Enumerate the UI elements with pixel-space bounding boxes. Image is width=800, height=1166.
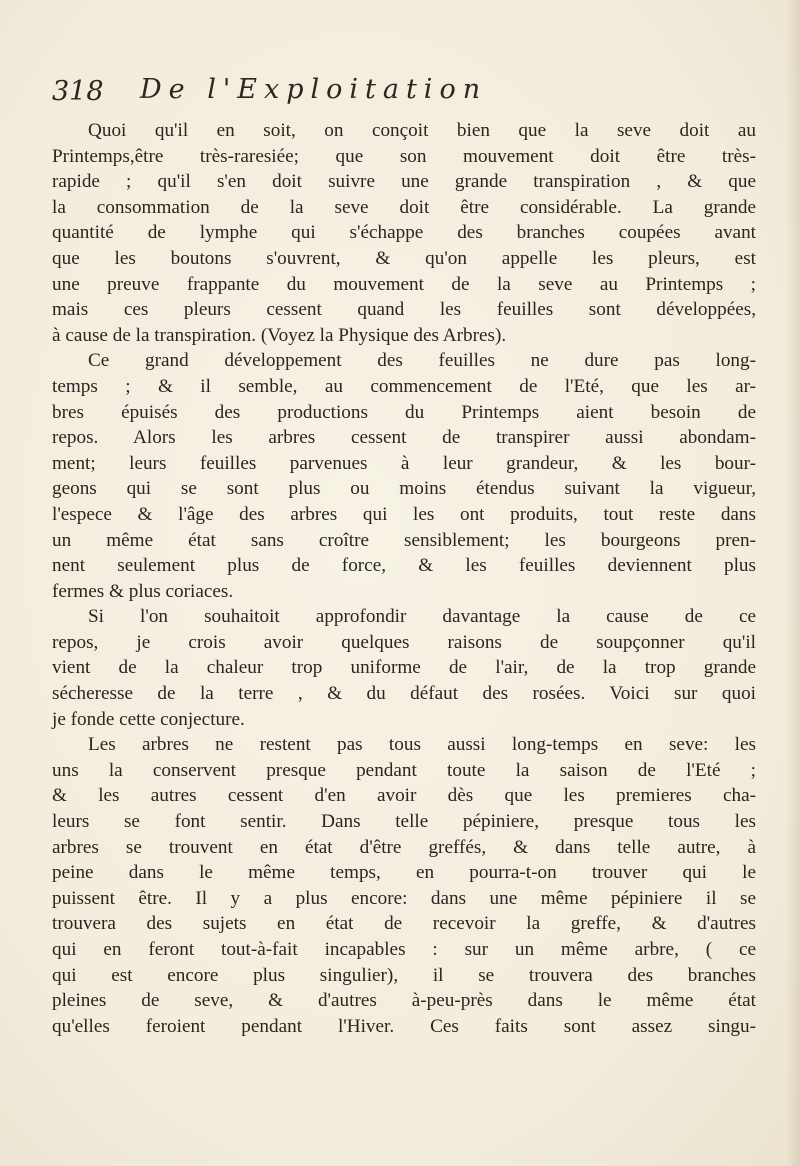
text-line: qui en feront tout-à-fait incapables : sur un même arbre, ( ce — [52, 939, 756, 960]
text-line: Quoi qu'il en soit, on conçoit bien que la seve doit au — [88, 120, 756, 141]
text-line: temps ; & il semble, au commencement de l'Eté, que les ar- — [52, 375, 756, 397]
text-line: la consommation de la seve doit être considérable. La grande — [52, 196, 756, 218]
text-line: Printemps,être très-raresiée; que son mouvement doit être très- — [52, 145, 756, 167]
page-header — [52, 72, 752, 116]
text-line: leurs se font sentir. Dans telle pépiniere, presque tous les — [52, 811, 756, 833]
text-line: nent seulement plus de force, & les feuilles deviennent plus — [52, 555, 756, 577]
text-line: que les boutons s'ouvrent, & qu'on appelle les pleurs, est — [52, 247, 756, 269]
text-line: quantité de lymphe qui s'échappe des branches coupées avant — [52, 222, 756, 244]
text-line: Si l'on souhaitoit approfondir davantage la cause de ce — [88, 606, 756, 628]
text-line: arbres se trouvent en état d'être greffés, & dans telle autre, à — [52, 836, 756, 858]
text-line: ment; leurs feuilles parvenues à leur grandeur, & les bour- — [52, 452, 756, 474]
text-line: à cause de la transpiration. (Voyez la Physique des Arbres). — [52, 324, 507, 346]
text-line: mais ces pleurs cessent quand les feuilles sont développées, — [52, 299, 756, 321]
page-number: 318 — [52, 76, 104, 107]
text-line: une preuve frappante du mouvement de la seve au Printemps ; — [52, 273, 756, 295]
text-line: fermes & plus coriaces. — [52, 580, 234, 602]
text-line: pleines de seve, & d'autres à-peu-près dans le même état — [52, 990, 756, 1012]
text-line: qui est encore plus singulier), il se trouvera des branches — [52, 964, 756, 986]
text-line: repos. Alors les arbres cessent de transpirer aussi abondam- — [52, 427, 756, 449]
text-line: je fonde cette conjecture. — [52, 708, 245, 730]
page-edge-shadow — [786, 0, 800, 1166]
text-line: vient de la chaleur trop uniforme de l'air, de la trop grande — [52, 657, 756, 679]
running-title: De l'Exploitation — [140, 74, 488, 105]
text-line: repos, je crois avoir quelques raisons de soupçonner qu'il — [52, 631, 756, 653]
text-line: bres épuisés des productions du Printemps aient besoin de — [52, 401, 756, 423]
text-line: puissent être. Il y a plus encore: dans une même pépiniere il se — [52, 887, 756, 909]
text-line: Les arbres ne restent pas tous aussi long-temps en seve: les — [88, 734, 756, 756]
text-line: Ce grand développement des feuilles ne dure pas long- — [88, 350, 756, 372]
text-line: geons qui se sont plus ou moins étendus suivant la vigueur, — [52, 478, 756, 500]
body-text — [52, 118, 756, 1039]
text-line: peine dans le même temps, en pourra-t-on trouver qui le — [52, 862, 756, 884]
text-line: sécheresse de la terre , & du défaut des rosées. Voici sur quoi — [52, 683, 756, 705]
text-line: & les autres cessent d'en avoir dès que les premieres cha- — [52, 785, 756, 807]
text-line: qu'elles feroient pendant l'Hiver. Ces faits sont assez singu- — [52, 1015, 756, 1037]
text-line: l'espece & l'âge des arbres qui les ont produits, tout reste dans — [52, 503, 756, 525]
text-line: uns la conservent presque pendant toute la saison de l'Eté ; — [52, 759, 756, 781]
text-line: trouvera des sujets en état de recevoir la greffe, & d'autres — [52, 913, 756, 935]
text-line: un même état sans croître sensiblement; les bourgeons pren- — [52, 529, 756, 551]
text-line: rapide ; qu'il s'en doit suivre une grande transpiration , & que — [52, 171, 756, 193]
